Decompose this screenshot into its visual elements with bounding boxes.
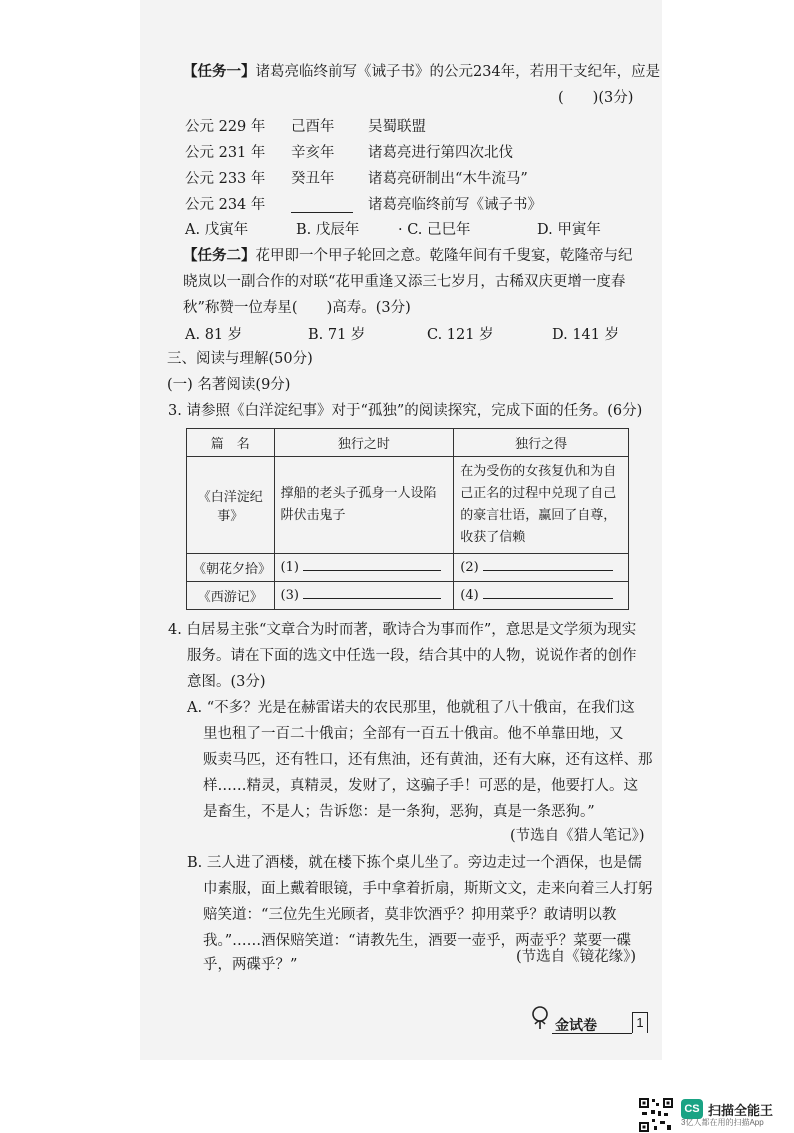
table-cell-title: 《朝花夕拾》 xyxy=(187,554,275,582)
task2-option-b[interactable]: B. 71 岁 xyxy=(308,327,366,343)
timeline-event: 吴蜀联盟 xyxy=(368,119,426,135)
task1-option-c[interactable]: · C. 己巳年 xyxy=(398,222,471,238)
table-header-row xyxy=(187,429,629,457)
task2-line3: 秋”称赞一位寿星( )高寿。(3分) xyxy=(183,300,411,316)
passage-line: A. “不多？光是在赫雷诺夫的农民那里，他就租了八十俄亩，在我们这 xyxy=(187,700,635,716)
reading-table xyxy=(186,428,629,610)
page-number: 1 xyxy=(632,1012,648,1033)
table-cell-gain[interactable] xyxy=(454,582,629,610)
timeline-ganzhi-blank[interactable] xyxy=(291,212,353,213)
task1-option-b[interactable]: B. 戊辰年 xyxy=(296,222,360,238)
task1-label: 【任务一】 xyxy=(183,63,256,80)
cs-logo-icon: CS xyxy=(681,1099,703,1119)
task1-option-a[interactable]: A. 戊寅年 xyxy=(185,222,249,238)
table-row xyxy=(187,554,629,582)
q4-line: 服务。请在下面的选文中任选一段，结合其中的人物，说说作者的创作 xyxy=(187,648,637,664)
task2-line1 xyxy=(183,249,633,264)
brand-logo-icon xyxy=(527,1004,553,1030)
timeline-ganzhi: 辛亥年 xyxy=(291,145,335,161)
passage-line: B. 三人进了酒楼，就在楼下拣个桌儿坐了。旁边走过一个酒保，也是儒 xyxy=(187,855,642,871)
task2-option-d[interactable]: D. 141 岁 xyxy=(552,327,620,343)
passage-line: 是畜生，不是人；告诉您：是一条狗，恶狗，真是一条恶狗。” xyxy=(203,804,595,820)
footer-rule xyxy=(552,1033,632,1034)
table-cell-time: 撑船的老头子孤身一人设陷阱伏击鬼子 xyxy=(274,457,454,554)
task2-option-c[interactable]: C. 121 岁 xyxy=(427,327,494,343)
q4-line: 4. 白居易主张“文章合为时而著，歌诗合为事而作”，意思是文学须为现实 xyxy=(168,622,637,638)
timeline-event: 诸葛亮研制出“木牛流马” xyxy=(368,171,528,187)
table-header: 篇 名 xyxy=(187,429,275,457)
passage-line: 里也租了一百二十俄亩；全部有一百五十俄亩。他不单靠田地，又 xyxy=(203,726,624,742)
table-row xyxy=(187,457,629,554)
table-row xyxy=(187,582,629,610)
passage-line: 赔笑道：“三位先生光顾者，莫非饮酒乎？抑用菜乎？敢请明以教 xyxy=(203,907,617,923)
footer-brand: 金试卷 xyxy=(555,1017,597,1033)
task1-question xyxy=(183,65,660,80)
blank-number: (2) xyxy=(460,560,479,575)
table-cell-time[interactable] xyxy=(274,554,454,582)
passage-source: (节选自《镜花缘》) xyxy=(516,949,637,965)
answer-line[interactable] xyxy=(303,598,441,599)
table-cell-title: 《西游记》 xyxy=(187,582,275,610)
scanner-title: 扫描全能王 xyxy=(708,1103,774,1118)
blank-number: (1) xyxy=(280,560,299,575)
answer-line[interactable] xyxy=(303,570,441,571)
timeline-year: 公元 231 年 xyxy=(185,145,266,161)
passage-source: (节选自《猎人笔记》) xyxy=(510,828,645,844)
table-cell-title: 《白洋淀纪事》 xyxy=(187,457,275,554)
timeline-year: 公元 233 年 xyxy=(185,171,266,187)
timeline-event: 诸葛亮临终前写《诫子书》 xyxy=(368,197,542,213)
passage-line: 样……精灵，真精灵，发财了，这骗子手！可恶的是，他要打人。这 xyxy=(203,778,638,794)
timeline-year: 公元 234 年 xyxy=(185,197,266,213)
passage-line: 巾素服，面上戴着眼镜，手中拿着折扇，斯斯文文，走来向着三人打躬 xyxy=(203,881,653,897)
qr-code-icon xyxy=(638,1097,674,1133)
blank-number: (3) xyxy=(280,588,299,603)
task2-text: 花甲即一个甲子轮回之意。乾隆年间有千叟宴，乾隆帝与纪 xyxy=(255,248,633,264)
answer-line[interactable] xyxy=(483,598,613,599)
timeline-year: 公元 229 年 xyxy=(185,119,266,135)
passage-line: 乎，两碟乎？” xyxy=(203,957,298,973)
task1-text: 诸葛亮临终前写《诫子书》的公元234年，若用干支纪年，应是 xyxy=(255,64,661,80)
passage-line: 贩卖马匹，还有牲口，还有焦油，还有黄油，还有大麻，还有这样、那 xyxy=(203,752,653,768)
section3-subheading: (一) 名著阅读(9分) xyxy=(167,377,291,393)
task1-answer-paren: ( )(3分) xyxy=(558,90,634,106)
q4-line: 意图。(3分) xyxy=(187,674,266,690)
task1-option-d[interactable]: D. 甲寅年 xyxy=(537,222,601,238)
timeline-ganzhi: 癸丑年 xyxy=(291,171,335,187)
passage-line: 我。”……酒保赔笑道：“请教先生，酒要一壶乎，两壶乎？菜要一碟 xyxy=(203,933,632,949)
task2-line2: 晓岚以一副合作的对联“花甲重逢又添三七岁月，古稀双庆更增一度春 xyxy=(183,274,626,290)
table-cell-gain: 在为受伤的女孩复仇和为自己正名的过程中兑现了自己的豪言壮语，赢回了自尊，收获了信赖 xyxy=(454,457,629,554)
blank-number: (4) xyxy=(460,588,479,603)
section3-heading: 三、阅读与理解(50分) xyxy=(167,351,313,367)
table-header: 独行之得 xyxy=(454,429,629,457)
answer-line[interactable] xyxy=(483,570,613,571)
task2-option-a[interactable]: A. 81 岁 xyxy=(185,327,243,343)
scanner-subtitle: 3亿人都在用的扫描App xyxy=(681,1118,764,1127)
timeline-ganzhi: 己酉年 xyxy=(291,119,335,135)
table-header: 独行之时 xyxy=(274,429,454,457)
table-cell-time[interactable] xyxy=(274,582,454,610)
task2-label: 【任务二】 xyxy=(183,247,256,264)
table-cell-gain[interactable] xyxy=(454,554,629,582)
timeline-event: 诸葛亮进行第四次北伐 xyxy=(368,145,513,161)
question-3: 3. 请参照《白洋淀纪事》对于“孤独”的阅读探究，完成下面的任务。(6分) xyxy=(168,403,643,419)
